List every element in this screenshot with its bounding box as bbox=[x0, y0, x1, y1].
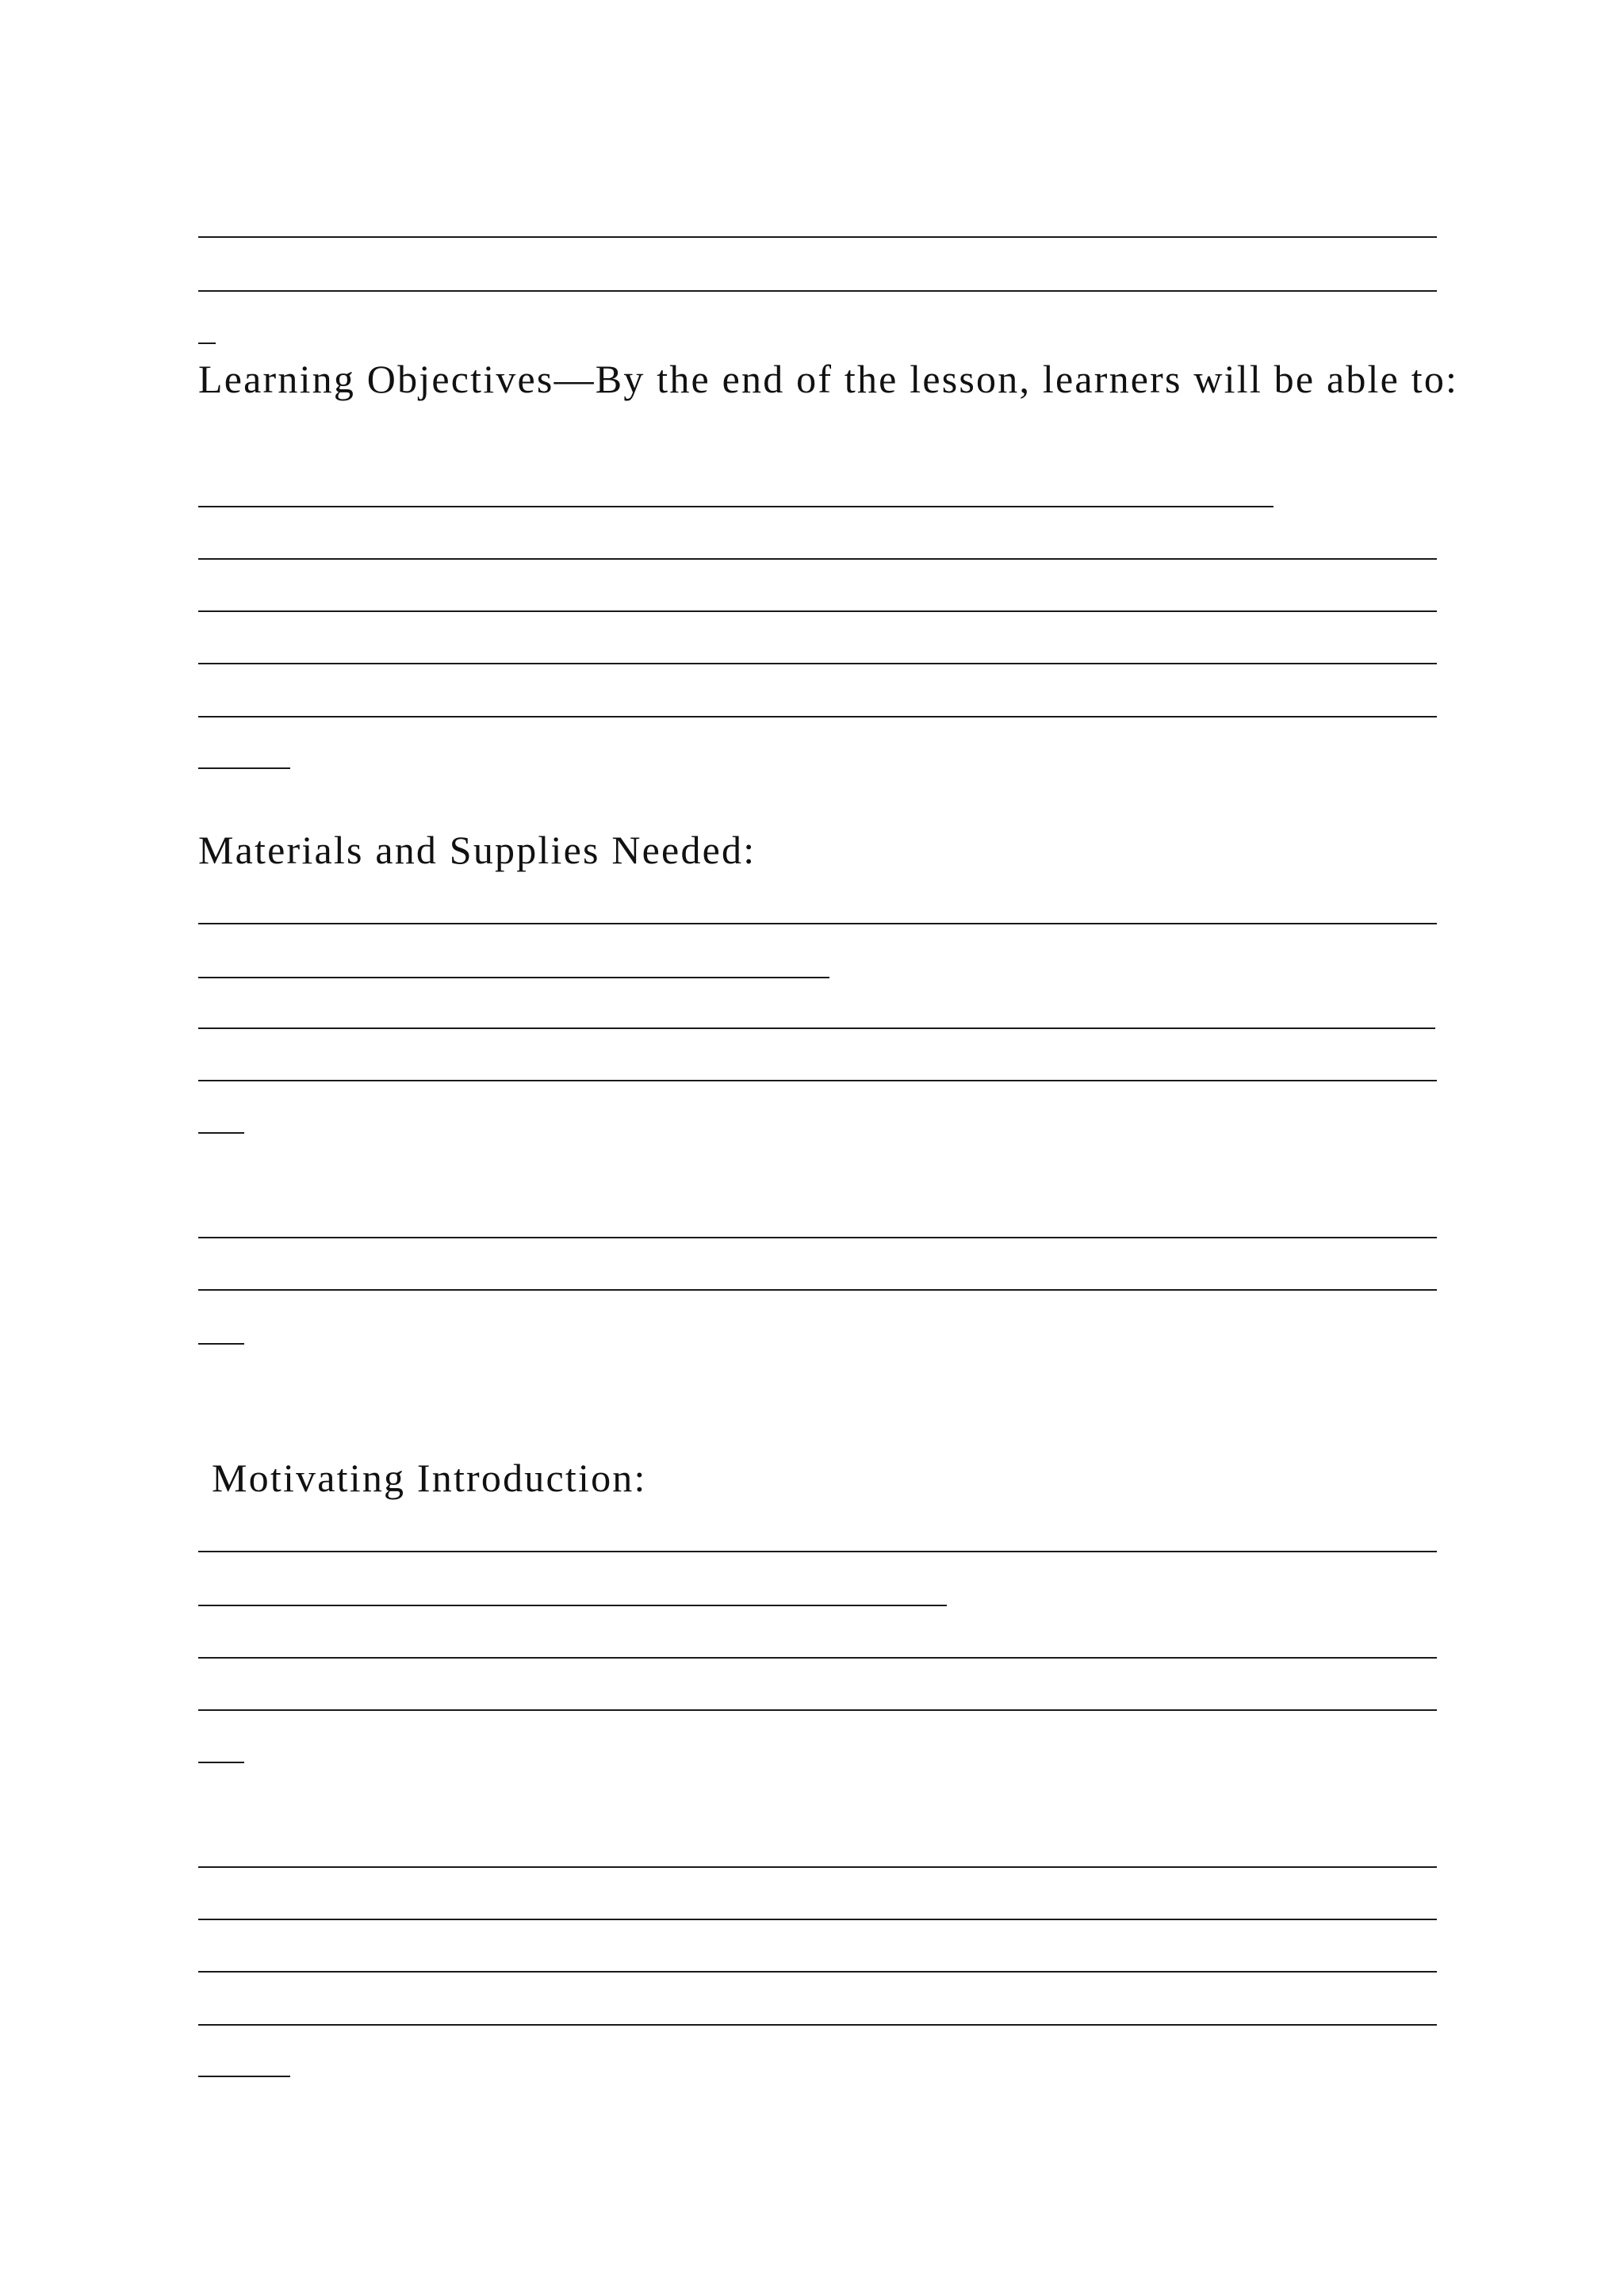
answer-line bbox=[198, 2076, 290, 2077]
answer-line bbox=[198, 1762, 244, 1763]
answer-line bbox=[198, 342, 216, 344]
answer-line bbox=[198, 1605, 947, 1606]
answer-line bbox=[198, 236, 1437, 238]
answer-line bbox=[198, 2024, 1437, 2026]
answer-line bbox=[198, 290, 1437, 292]
learning-objectives-heading: Learning Objectives—By the end of the lesson, learners will be able to: bbox=[198, 357, 1459, 401]
answer-line bbox=[198, 1709, 1437, 1711]
answer-line bbox=[198, 1132, 244, 1134]
answer-line bbox=[198, 506, 1274, 507]
answer-line bbox=[198, 1657, 1437, 1659]
answer-line bbox=[198, 1080, 1437, 1081]
answer-line bbox=[198, 1237, 1437, 1238]
motivating-introduction-heading: Motivating Introduction: bbox=[212, 1456, 647, 1500]
answer-line bbox=[198, 716, 1437, 718]
answer-line bbox=[198, 1343, 244, 1345]
answer-line bbox=[198, 1971, 1437, 1973]
answer-line bbox=[198, 923, 1437, 924]
answer-line bbox=[198, 610, 1437, 612]
answer-line bbox=[198, 1289, 1437, 1291]
answer-line bbox=[198, 1027, 1435, 1029]
answer-line bbox=[198, 558, 1437, 560]
answer-line bbox=[198, 1866, 1437, 1868]
answer-line bbox=[198, 977, 829, 978]
answer-line bbox=[198, 1919, 1437, 1920]
answer-line bbox=[198, 767, 290, 769]
materials-heading: Materials and Supplies Needed: bbox=[198, 828, 756, 872]
answer-line bbox=[198, 1551, 1437, 1552]
answer-line bbox=[198, 663, 1437, 664]
